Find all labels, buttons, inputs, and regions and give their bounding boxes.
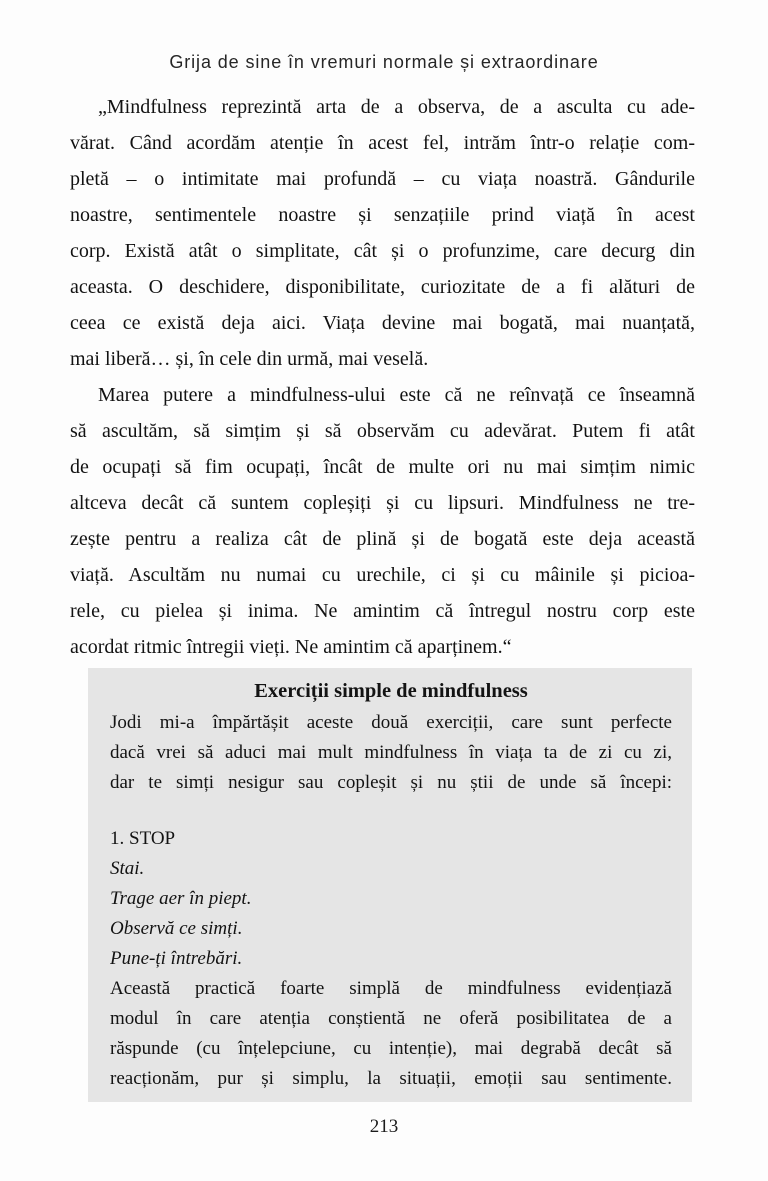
box-outro-line: răspunde (cu înțelepciune, cu intenție), mai degrabă decât să [110, 1038, 672, 1059]
paragraph-line: „Mindfulness reprezintă arta de a observa, de a asculta cu ade- [98, 96, 695, 118]
page-number: 213 [369, 1116, 399, 1137]
paragraph-line: corp. Există atât o simplitate, cât și o profunzime, care decurg din [70, 240, 695, 262]
paragraph-line: mai liberă… și, în cele din urmă, mai veselă. [70, 348, 429, 370]
box-spacer [110, 798, 672, 824]
paragraph-line: acordat ritmic întregii vieți. Ne amintim că aparținem.“ [70, 636, 512, 658]
step-instruction: Stai. [110, 858, 145, 879]
box-intro-line: dacă vrei să aduci mai mult mindfulness în viața ta de zi cu zi, [110, 742, 672, 763]
exercise-box-title: Exerciții simple de mindfulness [254, 680, 528, 702]
body-text [70, 89, 695, 665]
step-instruction: Observă ce simți. [110, 918, 243, 939]
paragraph-line: Marea putere a mindfulness-ului este că ne reînvață ce înseamnă [98, 384, 695, 406]
running-header: Grija de sine în vremuri normale și extraordinare [169, 52, 599, 72]
step-label: 1. STOP [110, 828, 176, 849]
paragraph-line: viață. Ascultăm nu numai cu urechile, ci și cu mâinile și picioa- [70, 564, 695, 586]
step-instruction: Trage aer în piept. [110, 888, 252, 909]
paragraph-line: rele, cu pielea și inima. Ne amintim că întregul nostru corp este [70, 600, 695, 622]
paragraph-line: zește pentru a realiza cât de plină și de bogată este deja această [70, 528, 695, 550]
step-instruction: Pune-ți întrebări. [110, 948, 243, 969]
paragraph-line: aceasta. O deschidere, disponibilitate, curiozitate de a fi alături de [70, 276, 695, 298]
box-outro-line: Această practică foarte simplă de mindfulness evidențiază [110, 978, 672, 999]
paragraph-line: noastre, sentimentele noastre și senzațiile prind viață în acest [70, 204, 695, 226]
box-outro-line: reacționăm, pur și simplu, la situații, emoții sau sentimente. [110, 1068, 672, 1089]
paragraph-line: de ocupați să fim ocupați, încât de multe ori nu mai simțim nimic [70, 456, 695, 478]
exercise-box [88, 668, 692, 1102]
paragraph-line: ceea ce există deja aici. Viața devine mai bogată, mai nuanțată, [70, 312, 695, 334]
paragraph-line: altceva decât că suntem copleșiți și cu lipsuri. Mindfulness ne tre- [70, 492, 695, 514]
paragraph-line: pletă – o intimitate mai profundă – cu viața noastră. Gândurile [70, 168, 695, 190]
paragraph-line: să ascultăm, să simțim și să observăm cu adevărat. Putem fi atât [70, 420, 695, 442]
paragraph-line: vărat. Când acordăm atenție în acest fel, intrăm într-o relație com- [70, 132, 695, 154]
box-outro-line: modul în care atenția conștientă ne oferă posibilitatea de a [110, 1008, 672, 1029]
box-intro-line: Jodi mi-a împărtășit aceste două exerciții, care sunt perfecte [110, 712, 672, 733]
box-intro-line: dar te simți nesigur sau copleșit și nu știi de unde să începi: [110, 772, 672, 793]
